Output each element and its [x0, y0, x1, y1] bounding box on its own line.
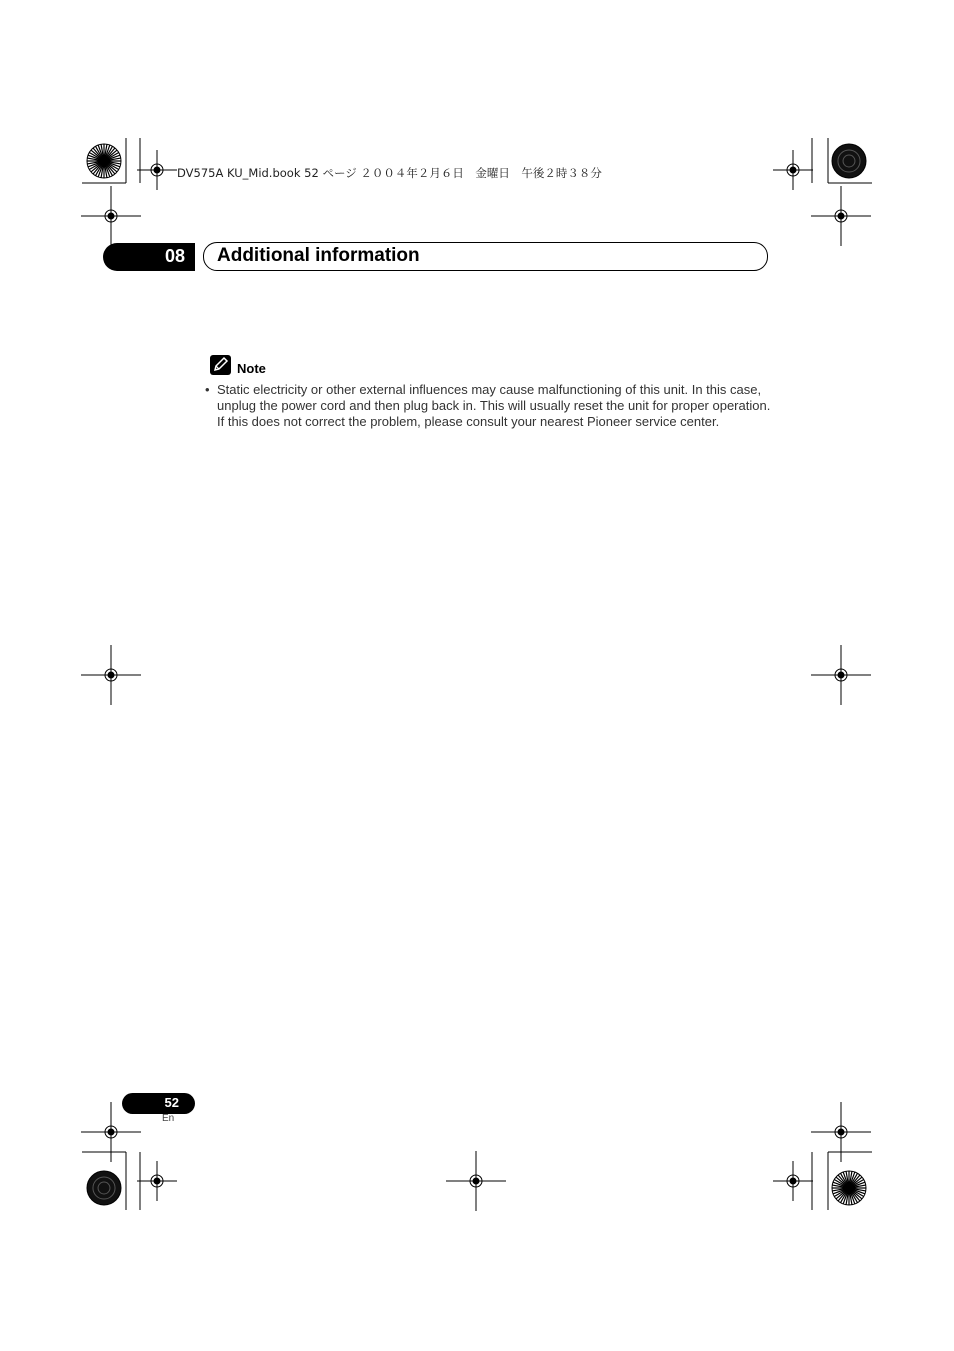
crosshair-mid-left — [81, 645, 141, 705]
book-header: DV575A KU_Mid.book 52 ページ ２００４年２月６日 金曜日 午後２時３８分 — [177, 166, 602, 180]
crosshair-bottom-left — [137, 1161, 177, 1201]
language-code: En — [162, 1113, 175, 1124]
starburst-mark-bottom-right — [832, 1171, 866, 1205]
chapter-tab — [103, 243, 195, 271]
crosshair-mid-right — [811, 645, 871, 705]
crosshair-upper-left — [81, 186, 141, 246]
crosshair-bottom-right — [773, 1161, 813, 1201]
bullet: • — [205, 382, 210, 397]
crosshair-upper-right — [811, 186, 871, 246]
note-item: Static electricity or other external influences may cause malfunctioning of this unit. In this case, unplug the power cord and then plug back in. This will usually reset the unit for proper operation. If this does not correct the problem, please consult your nearest Pioneer service center. — [217, 382, 771, 429]
crosshair-lower-right — [811, 1102, 871, 1162]
crosshair-top-left — [137, 150, 177, 190]
starburst-mark-top-left — [87, 144, 121, 178]
chapter-title-box — [203, 242, 768, 271]
page-number: 52 — [164, 1095, 179, 1110]
page-number-pill — [122, 1093, 195, 1114]
crosshair-bottom-center — [446, 1151, 506, 1211]
crosshair-top-right — [773, 150, 813, 190]
chapter-number: 08 — [164, 246, 185, 266]
pencil-note-icon — [210, 355, 231, 375]
registration-disc-bottom-left — [87, 1171, 121, 1205]
registration-disc-top-right — [832, 144, 866, 178]
note-label: Note — [237, 361, 266, 376]
chapter-title: Additional information — [217, 245, 420, 266]
